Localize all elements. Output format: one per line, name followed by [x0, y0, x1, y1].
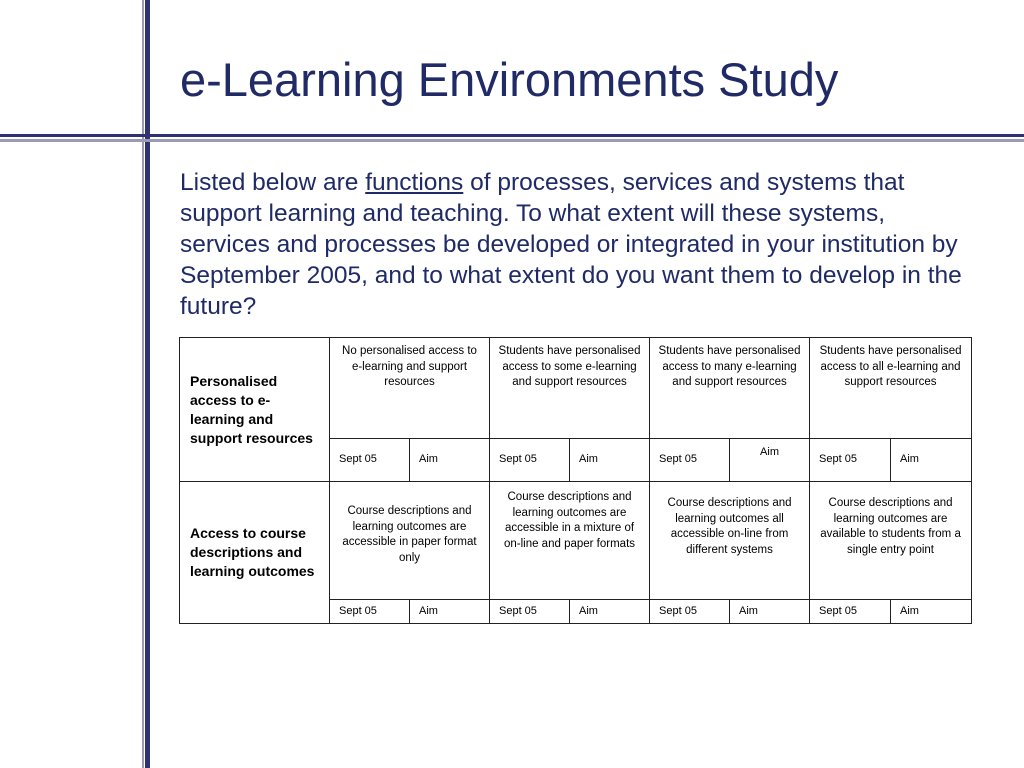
sept05-cell[interactable]: Sept 05	[650, 439, 730, 482]
table-row	[180, 482, 972, 600]
table-row	[180, 338, 972, 439]
option-cell[interactable]	[330, 482, 490, 600]
option-text: Students have personalised access to all e-learning and support resources	[819, 345, 962, 388]
option-text: Course descriptions and learning outcomes all accessible on-line from different systems	[667, 497, 792, 556]
intro-underlined-word: functions	[365, 169, 464, 196]
option-text: Course descriptions and learning outcomes are accessible in a mixture of on-line and paper formats	[503, 491, 636, 550]
option-text: Course descriptions and learning outcomes are accessible in paper format only	[342, 505, 477, 564]
sept05-cell[interactable]: Sept 05	[330, 600, 410, 624]
intro-paragraph	[180, 167, 970, 322]
aim-cell[interactable]: Aim	[730, 600, 810, 624]
row-heading: Access to course descriptions and learning outcomes	[180, 482, 330, 624]
aim-cell[interactable]: Aim	[891, 600, 972, 624]
option-text: No personalised access to e-learning and support resources	[342, 345, 477, 388]
sept05-cell[interactable]: Sept 05	[490, 600, 570, 624]
sept05-cell[interactable]: Sept 05	[810, 600, 891, 624]
slide-title: e-Learning Environments Study	[180, 53, 839, 106]
vertical-rule	[142, 0, 151, 768]
aim-cell[interactable]: Aim	[410, 600, 490, 624]
option-cell[interactable]	[490, 482, 650, 600]
option-cell[interactable]	[810, 338, 972, 439]
option-text: Students have personalised access to many e-learning and support resources	[658, 345, 801, 388]
sept05-cell[interactable]: Sept 05	[330, 439, 410, 482]
aim-cell[interactable]: Aim	[570, 439, 650, 482]
sept05-cell[interactable]: Sept 05	[810, 439, 891, 482]
aim-cell[interactable]: Aim	[410, 439, 490, 482]
aim-cell[interactable]: Aim	[891, 439, 972, 482]
aim-cell[interactable]: Aim	[570, 600, 650, 624]
survey-table	[179, 337, 972, 624]
option-cell[interactable]	[490, 338, 650, 439]
aim-cell[interactable]: Aim	[730, 439, 810, 482]
option-cell[interactable]	[810, 482, 972, 600]
option-text: Course descriptions and learning outcomes are available to students from a single entry point	[820, 497, 961, 556]
option-text: Students have personalised access to some e-learning and support resources	[498, 345, 641, 388]
intro-text-start: Listed below are	[180, 169, 366, 196]
intro-text-end: of processes, services and systems that support learning and teaching. To what extent will these systems, services and processes be developed or integrated in your institution by September 2005, and to what extent do you want them to develop in the future?	[180, 169, 962, 320]
sept05-cell[interactable]: Sept 05	[650, 600, 730, 624]
option-cell[interactable]	[650, 482, 810, 600]
row-heading: Personalised access to e-learning and support resources	[180, 338, 330, 482]
option-cell[interactable]	[330, 338, 490, 439]
sept05-cell[interactable]: Sept 05	[490, 439, 570, 482]
horizontal-rule	[0, 134, 1024, 143]
option-cell[interactable]	[650, 338, 810, 439]
